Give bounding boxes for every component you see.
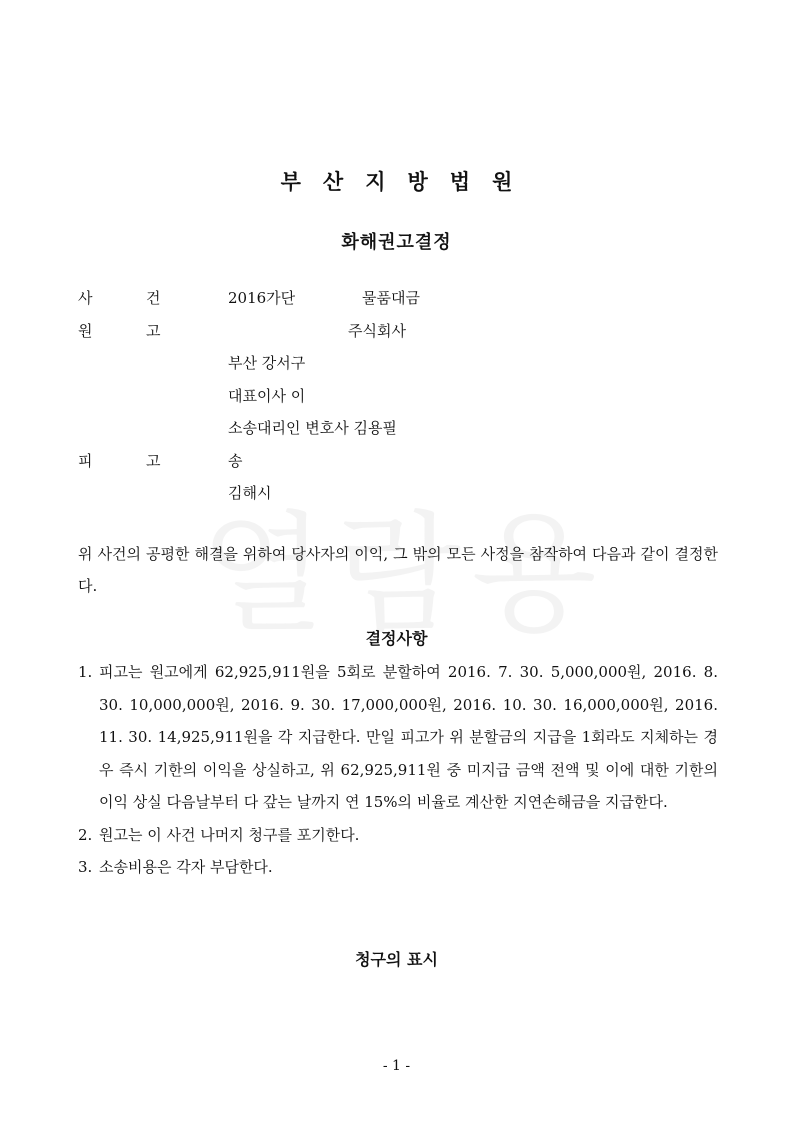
plaintiff-attorney: 소송대리인 변호사 김용필 [228, 419, 397, 437]
plaintiff-representative-row [78, 382, 718, 415]
decision-item-text: 소송비용은 각자 부담한다. [99, 858, 273, 876]
defendant-name: 송 [228, 451, 243, 470]
decision-item-number: 3. [78, 858, 93, 876]
plaintiff-company: 주식회사 [348, 321, 406, 340]
claim-heading: 청구의 표시 [355, 950, 438, 969]
decision-item-number: 1. [78, 663, 93, 681]
case-name: 물품대금 [362, 289, 420, 307]
defendant-row [78, 447, 718, 480]
page-number: - 1 - [382, 1058, 411, 1074]
defendant-label-2: 고 [146, 451, 161, 470]
plaintiff-attorney-row [78, 414, 718, 447]
case-row [78, 284, 718, 317]
case-label-2: 건 [146, 289, 161, 307]
defendant-address-row [78, 479, 718, 512]
plaintiff-label-2: 고 [146, 321, 161, 340]
decision-item [78, 656, 718, 819]
decision-item [78, 819, 718, 852]
decision-item [78, 851, 718, 884]
plaintiff-representative: 대표이사 이 [228, 386, 306, 405]
decision-item-text: 피고는 원고에게 62,925,911원을 5회로 분할하여 2016. 7. 30. 5,000,000원, 2016. 8. 30. 10,000,000원, 2016. 9. 30. 17,000,000원, 2016. 10. 30. 16,000,000원, 2016. 11. 30. 14,925,911원을 각 지급한다. 만일 피고가 위 분할금의 지급을 1회라도 지체하는 경우 즉시 기한의 이익을 상실하고, 위 62,925,911원 중 미지급 금액 전액 및 이에 대한 기한의 이익 상실 다음날부터 다 갚는 날까지 연 15%의 비율로 계산한 지연손해금을 지급한다. [99, 663, 718, 811]
decision-item-number: 2. [78, 825, 93, 844]
plaintiff-address: 부산 강서구 [228, 354, 306, 372]
plaintiff-label-1: 원 [78, 321, 93, 340]
case-number: 2016가단 [228, 289, 296, 307]
case-parties [78, 284, 718, 512]
case-label-1: 사 [78, 289, 93, 307]
defendant-label-1: 피 [78, 451, 93, 470]
plaintiff-address-row [78, 349, 718, 382]
document-title: 화해권고결정 [341, 232, 452, 253]
plaintiff-row [78, 317, 718, 350]
decision-heading: 결정사항 [365, 629, 428, 648]
decision-items [78, 656, 718, 884]
court-name: 부산지방법원 [280, 170, 535, 194]
decision-item-text: 원고는 이 사건 나머지 청구를 포기한다. [99, 825, 360, 844]
intro-paragraph: 위 사건의 공평한 해결을 위하여 당사자의 이익, 그 밖의 모든 사정을 참작하여 다음과 같이 결정한다. [78, 545, 718, 595]
defendant-address: 김해시 [228, 484, 272, 502]
